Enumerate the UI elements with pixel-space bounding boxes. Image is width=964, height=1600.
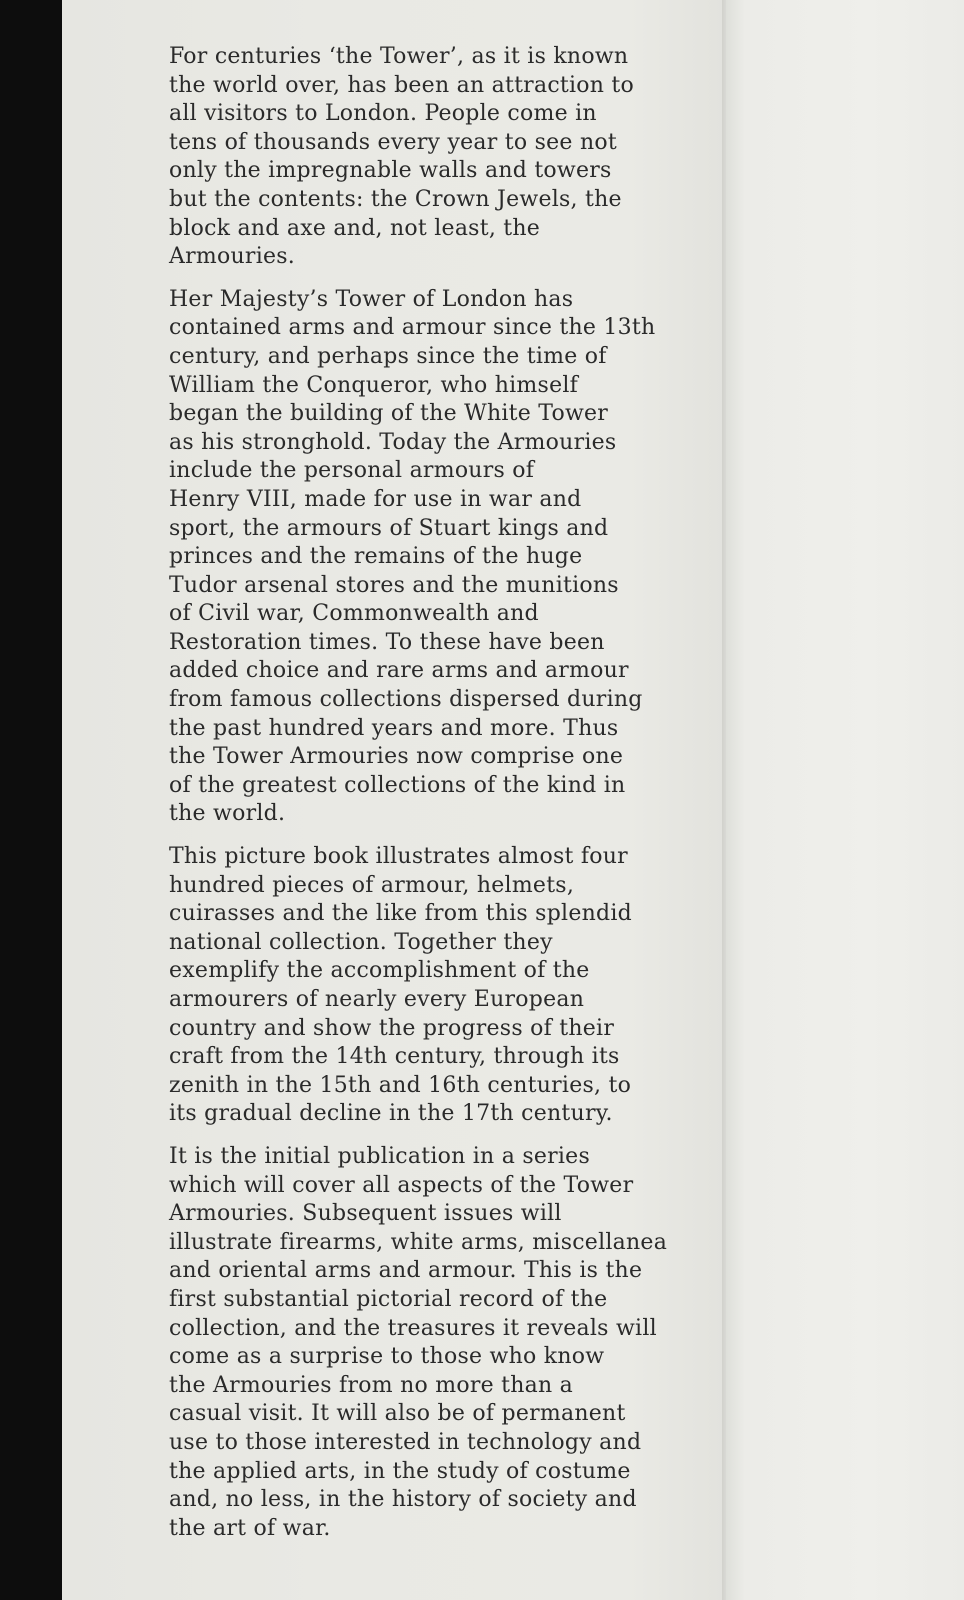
text-line: which will cover all aspects of the Tower xyxy=(169,1172,634,1198)
text-line: hundred pieces of armour, helmets, xyxy=(169,872,575,898)
text-line: all visitors to London. People come in xyxy=(169,101,597,127)
text-line: block and axe and, not least, the xyxy=(169,215,541,241)
text-line: as his stronghold. Today the Armouries xyxy=(169,429,617,455)
text-line: For centuries ‘the Tower’, as it is known xyxy=(169,44,629,69)
text-line: Tudor arsenal stores and the munitions xyxy=(169,572,619,598)
text-line: of the greatest collections of the kind in xyxy=(169,772,626,798)
text-line: the past hundred years and more. Thus xyxy=(169,715,619,741)
flap-text xyxy=(169,43,668,1557)
adjacent-page xyxy=(726,0,964,1600)
text-line: added choice and rare arms and armour xyxy=(169,658,629,684)
paragraph-1 xyxy=(169,43,639,272)
text-line: use to those interested in technology and xyxy=(169,1429,642,1455)
text-line: This picture book illustrates almost four xyxy=(169,844,628,870)
text-line: the Armouries from no more than a xyxy=(169,1372,574,1398)
text-line: armourers of nearly every European xyxy=(169,987,585,1012)
text-line: the world over, has been an attraction to xyxy=(169,72,635,98)
text-line: and, no less, in the history of society and xyxy=(169,1487,637,1513)
text-line: of Civil war, Commonwealth and xyxy=(169,601,539,627)
text-line: Restoration times. To these have been xyxy=(169,629,605,655)
text-line: exemplify the accomplishment of the xyxy=(169,958,590,984)
text-line: Armouries. Subsequent issues will xyxy=(169,1201,562,1227)
paragraph-3 xyxy=(169,843,639,1129)
text-line: Henry VIII, made for use in war and xyxy=(169,486,582,512)
text-line: contained arms and armour since the 13th xyxy=(169,315,656,341)
text-line: Her Majesty’s Tower of London has xyxy=(169,286,574,312)
text-line: zenith in the 15th and 16th centuries, to xyxy=(169,1072,632,1098)
text-line: its gradual decline in the 17th century. xyxy=(169,1101,613,1127)
text-line: sport, the armours of Stuart kings and xyxy=(169,515,609,541)
text-line: tens of thousands every year to see not xyxy=(169,129,617,155)
text-line: from famous collections dispersed during xyxy=(169,687,643,713)
text-line: illustrate firearms, white arms, miscellanea xyxy=(169,1229,668,1255)
paragraph-4 xyxy=(169,1143,668,1543)
text-line: but the contents: the Crown Jewels, the xyxy=(169,186,622,212)
text-line: Armouries. xyxy=(169,244,296,270)
text-line: the world. xyxy=(169,801,286,827)
text-line: casual visit. It will also be of permanent xyxy=(169,1401,626,1427)
text-line: the Tower Armouries now comprise one xyxy=(169,744,624,770)
text-line: the art of war. xyxy=(169,1515,331,1541)
text-line: national collection. Together they xyxy=(169,929,553,955)
text-line: cuirasses and the like from this splendid xyxy=(169,901,632,927)
text-line: craft from the 14th century, through its xyxy=(169,1044,620,1070)
text-line: the applied arts, in the study of costume xyxy=(169,1458,631,1484)
text-line: country and show the progress of their xyxy=(169,1015,615,1041)
text-line: include the personal armours of xyxy=(169,458,535,484)
text-line: and oriental arms and armour. This is the xyxy=(169,1258,643,1284)
text-line: princes and the remains of the huge xyxy=(169,544,583,570)
text-line: William the Conqueror, who himself xyxy=(169,372,579,398)
text-line: century, and perhaps since the time of xyxy=(169,343,607,369)
text-line: collection, and the treasures it reveals will xyxy=(169,1315,657,1341)
text-line: come as a surprise to those who know xyxy=(169,1344,605,1370)
text-line: only the impregnable walls and towers xyxy=(169,158,612,184)
text-line: began the building of the White Tower xyxy=(169,401,609,427)
paragraph-2 xyxy=(169,286,656,829)
text-line: It is the initial publication in a series xyxy=(169,1143,590,1169)
text-line: first substantial pictorial record of the xyxy=(169,1286,608,1312)
